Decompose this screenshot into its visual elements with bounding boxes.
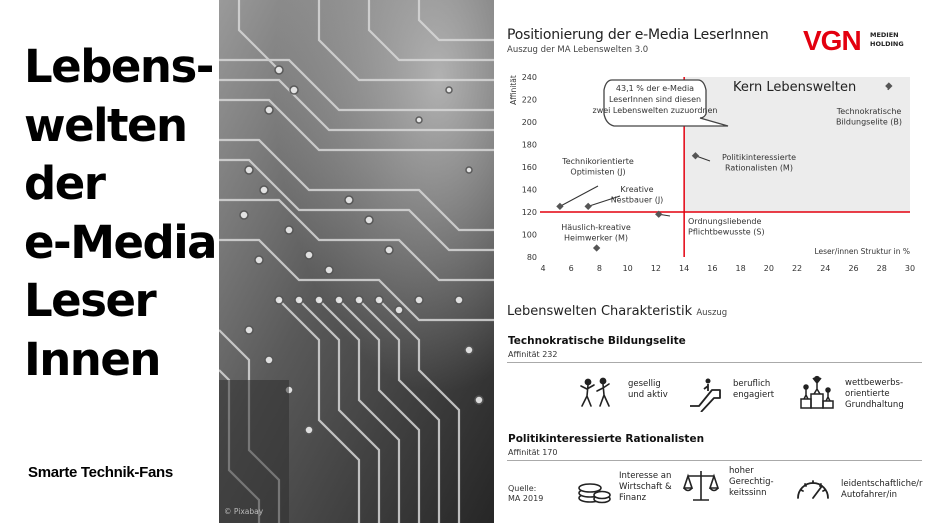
data-label: Häuslich-kreative — [561, 223, 631, 232]
trait-item — [578, 376, 614, 416]
title-line: der — [24, 157, 105, 210]
x-tick-label: 22 — [791, 264, 803, 273]
data-label: Pflichtbewusste (S) — [688, 227, 765, 237]
core-region-label: Kern Lebenswelten — [733, 80, 857, 95]
trait-item — [576, 471, 612, 511]
y-tick-label: 240 — [521, 73, 537, 82]
data-point — [556, 203, 563, 210]
x-tick-label: 16 — [707, 264, 718, 273]
trait-line: keitssinn — [729, 488, 767, 498]
chart-subtitle: Auszug der MA Lebenswelten 3.0 — [507, 45, 649, 55]
section-title-text: Lebenswelten Charakteristik — [507, 304, 693, 319]
x-tick-label: 26 — [848, 264, 859, 273]
trait-line: beruflich — [733, 379, 771, 389]
source-line: Quelle: — [508, 484, 537, 493]
trait-line: und aktiv — [628, 390, 668, 400]
x-tick-label: 10 — [622, 264, 633, 273]
source-note — [508, 484, 543, 504]
trait-line: gesellig — [628, 379, 661, 389]
trait-item — [687, 376, 723, 416]
y-tick-label: 140 — [521, 185, 537, 195]
profile-name: Politikinteressierte Rationalisten — [508, 433, 705, 445]
trait-line: orientierte — [845, 389, 890, 399]
trait-line: Finanz — [619, 493, 647, 503]
y-tick-label: 100 — [521, 230, 537, 240]
x-tick-label: 20 — [763, 264, 774, 273]
trait-text — [733, 379, 774, 401]
title-line: Innen — [24, 332, 160, 386]
trait-line: wettbewerbs- — [845, 378, 904, 388]
trait-line: Gerechtig- — [729, 477, 774, 487]
trait-item — [795, 472, 831, 512]
y-tick-label: 220 — [521, 95, 537, 105]
x-tick-label: 8 — [596, 264, 603, 273]
trait-text — [619, 471, 672, 504]
title-line: welten — [24, 98, 187, 152]
data-label: Ordnungsliebende — [688, 217, 762, 226]
x-tick-label: 24 — [820, 264, 831, 273]
y-tick-label: 160 — [521, 163, 537, 172]
trait-line: engagiert — [733, 390, 775, 400]
data-label: Heimwerker (M) — [564, 233, 628, 243]
dancing-people-icon — [578, 376, 614, 412]
y-tick-label: 200 — [521, 118, 537, 127]
trait-text — [841, 479, 923, 501]
trait-text — [628, 379, 668, 401]
trait-item — [683, 468, 719, 508]
x-tick-label: 28 — [876, 264, 887, 273]
y-tick-label: 120 — [521, 208, 537, 217]
chart-title: Positionierung der e-Media LeserInnen — [507, 27, 769, 43]
data-point — [584, 203, 591, 210]
title-line: Lebens- — [24, 40, 213, 93]
section-title-suffix: Auszug — [696, 308, 728, 318]
trait-line: hoher — [729, 466, 754, 476]
x-tick-label: 18 — [735, 264, 746, 273]
core-region — [684, 77, 910, 212]
logo-sub-line: MEDIEN — [870, 31, 899, 39]
trait-line: Grundhaltung — [845, 400, 904, 410]
escalator-icon — [687, 376, 723, 412]
data-label: Bildungselite (B) — [835, 117, 903, 127]
trait-item — [799, 374, 835, 414]
data-label: Technikorientierte — [562, 157, 634, 166]
logo-sub-line: HOLDING — [870, 40, 904, 48]
callout-text: 43,1 % der e-Media — [615, 84, 695, 93]
trait-text — [845, 378, 904, 411]
data-label: Kreative — [620, 185, 654, 194]
logo-mark: VGN — [803, 25, 861, 56]
y-axis-label: Affinität — [509, 75, 518, 105]
podium-icon — [799, 374, 835, 410]
divider — [507, 460, 922, 461]
x-axis-label: Leser/innen Struktur in % — [814, 247, 910, 256]
profile-name: Technokratische Bildungselite — [508, 335, 686, 347]
trait-line: Wirtschaft & — [619, 482, 672, 492]
title-line: e-Media — [24, 215, 216, 269]
data-label: Rationalisten (M) — [725, 163, 793, 173]
coins-icon — [576, 471, 612, 507]
data-label: Optimisten (J) — [570, 167, 626, 177]
data-label: Technokratische — [836, 107, 902, 116]
photo-credit: © Pixabay — [224, 507, 264, 516]
trait-text — [729, 466, 774, 499]
leader-line — [560, 186, 598, 206]
x-tick-label: 30 — [904, 264, 916, 273]
callout-text: zwei Lebenswelten zuzuordnen — [592, 106, 718, 115]
y-tick-label: 180 — [521, 140, 537, 150]
x-tick-label: 14 — [679, 264, 690, 273]
callout-text: LeserInnen sind diesen — [608, 95, 702, 104]
x-tick-label: 12 — [650, 264, 662, 273]
profile-affinity: Affinität 232 — [508, 350, 558, 359]
trait-line: leidentschaftliche/r — [841, 479, 923, 489]
source-line: MA 2019 — [508, 494, 544, 503]
trait-line: Autofahrer/in — [841, 490, 897, 500]
x-tick-label: 6 — [568, 264, 574, 273]
data-label: Nestbauer (J) — [610, 195, 664, 205]
profile-affinity: Affinität 170 — [508, 448, 558, 457]
title-line: Leser — [24, 274, 156, 327]
scales-icon — [683, 468, 719, 504]
section-title — [507, 304, 727, 319]
data-point — [593, 244, 600, 251]
speedometer-icon — [795, 472, 831, 508]
trait-line: Interesse an — [619, 471, 672, 481]
x-tick-label: 4 — [540, 264, 546, 273]
y-tick-label: 80 — [526, 253, 537, 262]
tagline: Smarte Technik-Fans — [28, 464, 173, 481]
data-label: Politikinteressierte — [721, 153, 797, 162]
divider — [507, 362, 922, 363]
